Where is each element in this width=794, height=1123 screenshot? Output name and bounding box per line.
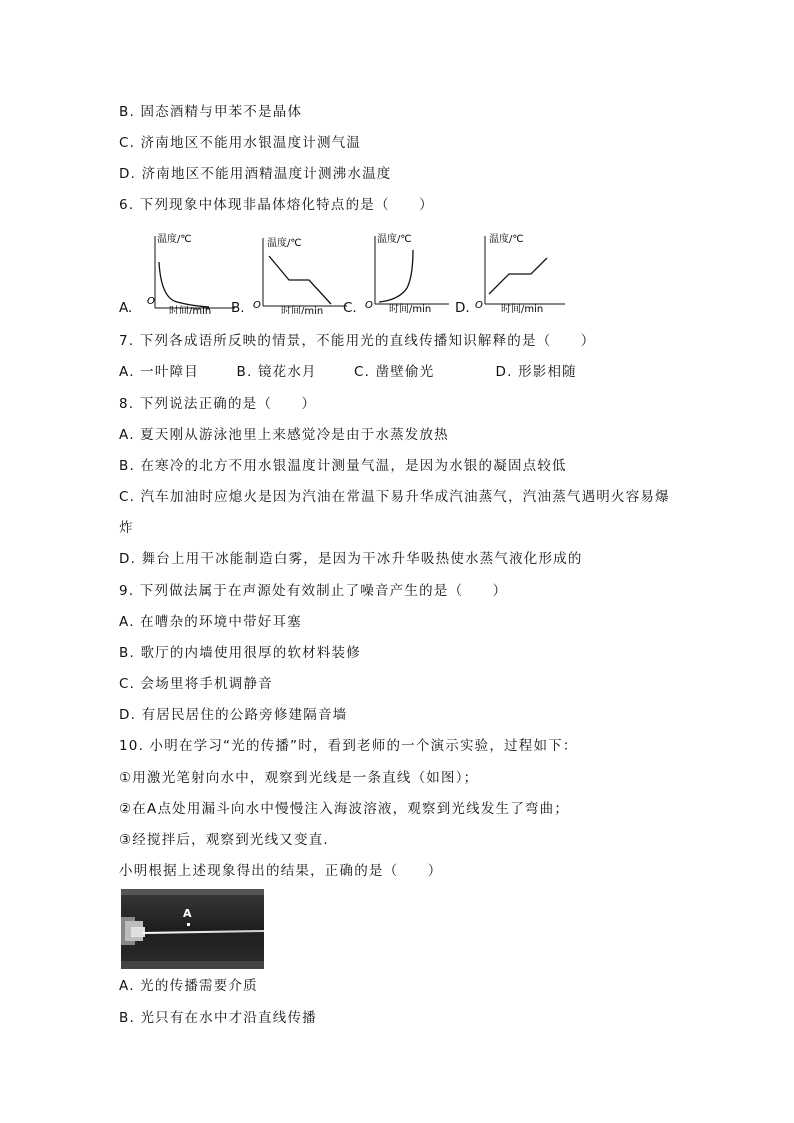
graph-c-origin: O (365, 300, 373, 311)
graph-b (251, 228, 351, 314)
graph-d-origin: O (475, 300, 483, 311)
q10-option-b: B. 光只有在水中才沿直线传播 (119, 1010, 317, 1026)
q7-option-c: C. 凿壁偷光 (354, 364, 435, 380)
q8-option-c-line2: 炸 (119, 520, 134, 536)
q8-option-d: D. 舞台上用干冰能制造白雾，是因为干冰升华吸热使水蒸气液化形成的 (119, 551, 583, 567)
question-9: 9. 下列做法属于在声源处有效制止了噪音产生的是（ ） (119, 583, 508, 599)
q5-option-b: B. 固态酒精与甲苯不是晶体 (119, 104, 303, 120)
graph-a (147, 228, 237, 314)
q10-prompt: 小明根据上述现象得出的结果，正确的是（ ） (119, 863, 443, 879)
graph-b-xlabel: 时间/min (281, 306, 324, 314)
graph-a-origin: O (147, 296, 155, 307)
q10-option-a: A. 光的传播需要介质 (119, 978, 258, 994)
graph-d-ylabel: 温度/℃ (489, 234, 524, 245)
graph-c-xlabel: 时间/min (389, 304, 432, 314)
graph-d (471, 228, 569, 314)
q5-option-d: D. 济南地区不能用酒精温度计测沸水温度 (119, 166, 392, 182)
graph-b-origin: O (253, 300, 261, 311)
q9-option-a: A. 在嘈杂的环境中带好耳塞 (119, 614, 302, 630)
graph-c (363, 228, 453, 314)
q10-step-3: ③经搅拌后，观察到光线又变直. (119, 832, 329, 848)
graph-a-xlabel: 时间/min (169, 306, 212, 314)
q7-option-a: A. 一叶障目 (119, 364, 199, 380)
q8-option-b: B. 在寒冷的北方不用水银温度计测量气温，是因为水银的凝固点较低 (119, 458, 567, 474)
graph-b-label: B. (231, 300, 245, 316)
q9-option-d: D. 有居民居住的公路旁修建隔音墙 (119, 707, 348, 723)
graph-d-xlabel: 时间/min (501, 304, 544, 314)
laser-experiment-photo (121, 889, 264, 969)
q9-option-b: B. 歌厅的内墙使用很厚的软材料装修 (119, 645, 361, 661)
graph-a-label: A. (119, 300, 133, 316)
graph-b-ylabel: 温度/℃ (267, 238, 302, 249)
graph-a-ylabel: 温度/℃ (157, 234, 192, 245)
q10-step-1: ①用激光笔射向水中，观察到光线是一条直线（如图）； (119, 770, 479, 786)
q5-option-c: C. 济南地区不能用水银温度计测气温 (119, 135, 362, 151)
q9-option-c: C. 会场里将手机调静音 (119, 676, 273, 692)
q7-option-d: D. 形影相随 (495, 364, 577, 380)
question-10: 10. 小明在学习“光的传播”时，看到老师的一个演示实验，过程如下： (119, 738, 578, 754)
q7-option-b: B. 镜花水月 (236, 364, 317, 380)
graph-c-ylabel: 温度/℃ (377, 234, 412, 245)
photo-point-a-marker (187, 923, 190, 926)
question-7: 7. 下列各成语所反映的情景，不能用光的直线传播知识解释的是（ ） (119, 333, 596, 349)
photo-point-a-label: A (183, 907, 192, 920)
q6-graph-options (119, 228, 569, 318)
q10-step-2: ②在A点处用漏斗向水中慢慢注入海波溶液，观察到光线发生了弯曲； (119, 801, 570, 817)
graph-c-label: C. (343, 300, 357, 316)
question-8: 8. 下列说法正确的是（ ） (119, 396, 317, 412)
question-6: 6. 下列现象中体现非晶体熔化特点的是（ ） (119, 197, 434, 213)
q8-option-a: A. 夏天刚从游泳池里上来感觉冷是由于水蒸发放热 (119, 427, 449, 443)
graph-d-label: D. (455, 300, 470, 316)
q8-option-c-line1: C. 汽车加油时应熄火是因为汽油在常温下易升华成汽油蒸气，汽油蒸气遇明火容易爆 (119, 489, 670, 505)
q7-options (119, 364, 577, 380)
